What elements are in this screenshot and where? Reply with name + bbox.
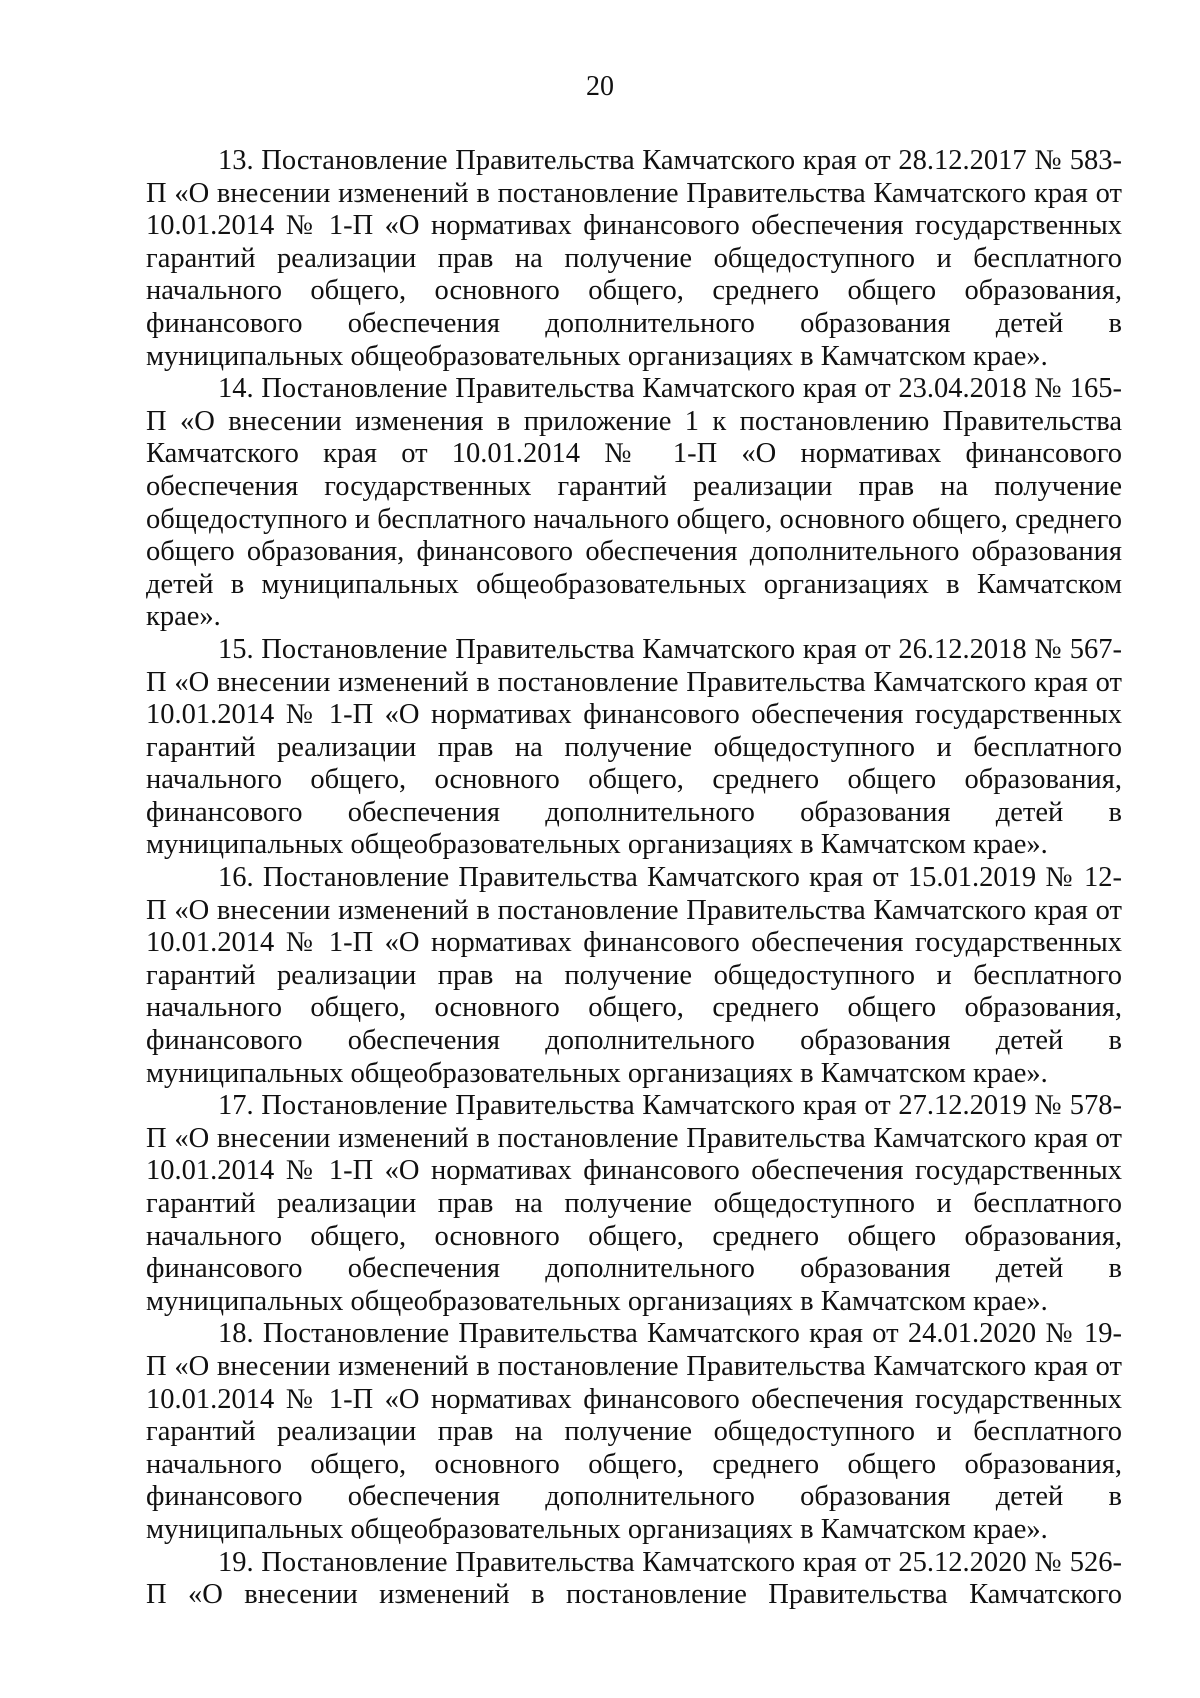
list-item-18: 18. Постановление Правительства Камчатского края от 24.01.2020 № 19-П «О внесении изменений в постановление Правительства Камчатского края от 10.01.2014 № 1-П «О нормативах финансового обеспечения государственных гарантий реализации прав на получение общедоступного и бесплатного начального общего, основного общего, среднего общего образования, финансового обеспечения дополнительного образования детей в муниципальных общеобразовательных организациях в Камчатском крае». (146, 1318, 1122, 1545)
list-item-15: 15. Постановление Правительства Камчатского края от 26.12.2018 № 567-П «О внесении изменений в постановление Правительства Камчатского края от 10.01.2014 № 1-П «О нормативах финансового обеспечения государственных гарантий реализации прав на получение общедоступного и бесплатного начального общего, основного общего, среднего общего образования, финансового обеспечения дополнительного образования детей в муниципальных общеобразовательных организациях в Камчатском крае». (146, 633, 1122, 861)
list-item-14: 14. Постановление Правительства Камчатского края от 23.04.2018 № 165-П «О внесении изменения в приложение 1 к постановлению Правительства Камчатского края от 10.01.2014 № 1-П «О нормативах финансового обеспечения государственных гарантий реализации прав на получение общедоступного и бесплатного начального общего, основного общего, среднего общего образования, финансового обеспечения дополнительного образования детей в муниципальных общеобразовательных организациях в Камчатском крае». (146, 373, 1122, 633)
document-body (146, 145, 1122, 1612)
page-number: 20 (586, 71, 614, 102)
list-item-19: 19. Постановление Правительства Камчатского края от 25.12.2020 № 526-П «О внесении изменений в постановление Правительства Камчатского (146, 1546, 1122, 1611)
list-item-13: 13. Постановление Правительства Камчатского края от 28.12.2017 № 583-П «О внесении изменений в постановление Правительства Камчатского края от 10.01.2014 № 1-П «О нормативах финансового обеспечения государственных гарантий реализации прав на получение общедоступного и бесплатного начального общего, основного общего, среднего общего образования, финансового обеспечения дополнительного образования детей в муниципальных общеобразовательных организациях в Камчатском крае». (146, 145, 1122, 372)
list-item-16: 16. Постановление Правительства Камчатского края от 15.01.2019 № 12-П «О внесении изменений в постановление Правительства Камчатского края от 10.01.2014 № 1-П «О нормативах финансового обеспечения государственных гарантий реализации прав на получение общедоступного и бесплатного начального общего, основного общего, среднего общего образования, финансового обеспечения дополнительного образования детей в муниципальных общеобразовательных организациях в Камчатском крае». (146, 862, 1122, 1089)
list-item-17: 17. Постановление Правительства Камчатского края от 27.12.2019 № 578-П «О внесении изменений в постановление Правительства Камчатского края от 10.01.2014 № 1-П «О нормативах финансового обеспечения государственных гарантий реализации прав на получение общедоступного и бесплатного начального общего, основного общего, среднего общего образования, финансового обеспечения дополнительного образования детей в муниципальных общеобразовательных организациях в Камчатском крае». (146, 1090, 1122, 1317)
